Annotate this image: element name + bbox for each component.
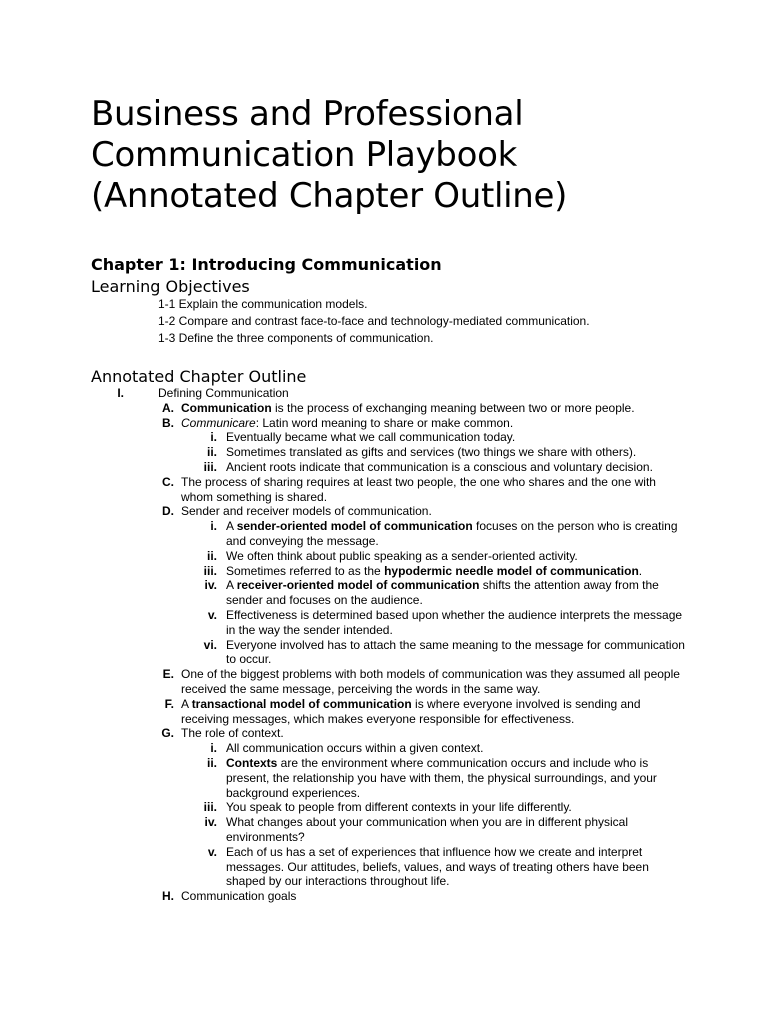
outline-marker: vi.	[203, 637, 217, 652]
title-line: Business and Professional	[91, 94, 524, 134]
outline-marker: iii.	[203, 459, 217, 474]
outline-item	[0, 401, 681, 416]
outline-text: focuses on the person who is creating and conveying the message.	[226, 519, 678, 548]
outline-text: Sender and receiver models of communication.	[181, 504, 432, 519]
outline-item	[0, 578, 686, 608]
learning-objectives-heading: Learning Objectives	[91, 277, 250, 296]
outline-text: All communication occurs within a given context.	[226, 741, 484, 756]
document-title	[91, 94, 731, 217]
outline-text: A	[226, 519, 237, 534]
objective-item: 1-2 Compare and contrast face-to-face and technology-mediated communication.	[158, 314, 590, 328]
outline-item	[0, 697, 681, 727]
chapter-heading: Chapter 1: Introducing Communication	[91, 255, 442, 274]
outline-item	[0, 549, 686, 564]
outline-marker: v.	[207, 607, 217, 622]
title-line: Communication Playbook	[91, 135, 517, 175]
outline-item	[0, 756, 686, 800]
outline-item	[0, 519, 686, 549]
outline-text: .	[638, 563, 643, 578]
outline-text: are the environment where communication occurs and include who is present, the relationship you have with them, the physical surroundings, and your background experiences.	[226, 755, 657, 800]
outline-text: shifts the attention away from the sender and focuses on the audience.	[226, 578, 659, 608]
outline-term: Communication	[181, 400, 272, 415]
outline-item	[0, 800, 686, 815]
outline-item	[0, 638, 686, 668]
outline-marker: D.	[162, 504, 174, 519]
outline-item	[0, 889, 681, 904]
outline-marker: iii.	[203, 800, 217, 815]
learning-objectives-list	[158, 296, 590, 347]
outline-item	[0, 460, 686, 475]
outline-item	[0, 445, 686, 460]
outline-text: We often think about public speaking as a sender-oriented activity.	[226, 548, 578, 563]
outline-text: Eventually became what we call communication today.	[226, 430, 516, 445]
outline-marker: i.	[210, 519, 217, 534]
outline-item	[0, 475, 681, 505]
outline-text: Effectiveness is determined based upon whether the audience interprets the message in the way the sender intended.	[226, 607, 683, 637]
outline-term: transactional model of communication	[191, 696, 412, 711]
outline-marker: ii.	[206, 548, 217, 563]
outline-marker: B.	[162, 415, 174, 430]
outline-text: : Latin word meaning to share or make common.	[255, 415, 514, 430]
outline-text: One of the biggest problems with both models of communication was they assumed all people received the same message, perceiving the words in the same way.	[181, 667, 680, 696]
outline-marker: iii.	[203, 563, 217, 578]
outline-item	[0, 741, 686, 756]
outline-marker: E.	[162, 667, 174, 682]
objective-item: 1-3 Define the three components of communication.	[158, 331, 434, 345]
outline-term: receiver-oriented model of communication	[236, 578, 480, 593]
outline-item	[0, 608, 686, 638]
outline-text: What changes about your communication when you are in different physical environments?	[226, 815, 629, 844]
outline-text: is the process of exchanging meaning between two or more people.	[271, 400, 635, 415]
outline-term: sender-oriented model of communication	[236, 519, 473, 534]
outline-text: You speak to people from different contexts in your life differently.	[226, 800, 572, 815]
outline-marker: A.	[162, 400, 174, 415]
title-line: (Annotated Chapter Outline)	[91, 176, 568, 216]
outline-marker: I.	[117, 386, 124, 400]
outline-item	[0, 667, 681, 697]
objective-item: 1-1 Explain the communication models.	[158, 297, 368, 311]
outline-marker: F.	[164, 696, 174, 711]
outline-marker: iv.	[204, 815, 217, 830]
outline-text: The role of context.	[181, 726, 284, 741]
outline-marker: i.	[210, 741, 217, 756]
outline-marker: ii.	[206, 445, 217, 460]
outline-text: Sometimes translated as gifts and services (two things we share with others).	[226, 445, 637, 460]
outline-text: Everyone involved has to attach the same meaning to the message for communication to occur.	[226, 637, 685, 667]
outline-text: Sometimes referred to as the	[226, 563, 385, 578]
outline-item	[0, 845, 686, 889]
outline-item	[0, 416, 681, 431]
outline-marker: i.	[210, 430, 217, 445]
outline-section	[0, 386, 768, 401]
outline-text: The process of sharing requires at least two people, the one who shares and the one with whom something is shared.	[181, 474, 656, 504]
outline-item	[0, 564, 686, 579]
outline-text: A	[181, 696, 192, 711]
outline-term: hypodermic needle model of communication	[384, 563, 639, 578]
outline-marker: ii.	[206, 755, 217, 770]
outline-item	[0, 504, 681, 519]
outline-item	[0, 726, 681, 741]
outline-text: Communicare	[181, 415, 256, 430]
outline-item	[0, 815, 686, 845]
outline-term: Contexts	[226, 755, 278, 770]
outline-marker: C.	[162, 474, 174, 489]
outline-text: Communication goals	[181, 889, 297, 904]
outline-heading: Annotated Chapter Outline	[91, 367, 307, 386]
outline-marker: iv.	[204, 578, 217, 593]
outline-text: is where everyone involved is sending and receiving messages, which makes everyone responsible for effectiveness.	[181, 696, 641, 726]
outline-marker: v.	[207, 844, 217, 859]
outline-marker: G.	[161, 726, 174, 741]
outline-item	[0, 430, 686, 445]
outline-marker: H.	[162, 889, 174, 904]
chapter-outline	[0, 386, 768, 904]
outline-text: Each of us has a set of experiences that influence how we create and interpret messages. Our attitudes, beliefs, values, and ways of treating others have been shaped by our interactions throughout life.	[226, 844, 649, 889]
outline-text: A	[226, 578, 237, 593]
outline-section-title: Defining Communication	[158, 386, 289, 400]
outline-text: Ancient roots indicate that communication is a conscious and voluntary decision.	[226, 459, 653, 474]
